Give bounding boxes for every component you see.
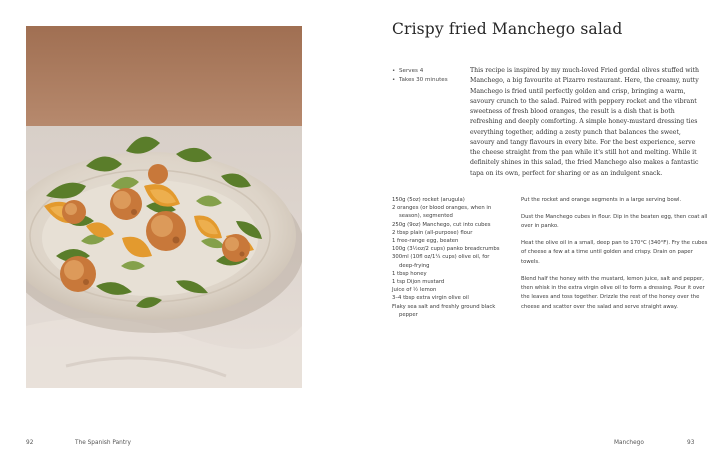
recipe-title: Crispy fried Manchego salad bbox=[392, 20, 623, 38]
method-step: Dust the Manchego cubes in flour. Dip in the beaten egg, then coat all over in panko. bbox=[521, 213, 708, 230]
ingredient-item: 100g (3½oz/2 cups) panko breadcrumbs bbox=[392, 246, 500, 253]
method-step: Put the rocket and orange segments in a large serving bowl. bbox=[521, 197, 682, 203]
ingredient-item: 250g (9oz) Manchego, cut into cubes bbox=[392, 221, 491, 228]
ingredient-item: 300ml (10fl oz/1¼ cups) olive oil, for deep-frying bbox=[392, 254, 490, 269]
servings: • Serves 4 bbox=[392, 67, 448, 76]
ingredient-item: Flaky sea salt and freshly ground black pepper bbox=[392, 303, 496, 318]
salad-photo-illustration bbox=[26, 26, 302, 388]
recipe-intro: This recipe is inspired by my much-loved Fried gordal olives stuffed with Manchego, a big favourite at Pizarro restaurant. Here, the creamy, nutty Manchego is fried until perfectly golden and crisp, bringing a warm, savoury crunch to the salad. Paired with peppery rocket and the vibrant sweetness of fresh blood oranges, the result is a dish that is both refreshing and deeply comforting. A simple honey-mustard dressing ties everything together, adding a zesty punch that balances the sweet, savoury and tangy flavours in every bite. For the best experience, serve the cheese straight from the pan while it's still hot and melting. While it definitely shines in this salad, the fried Manchego also makes a fantastic tapa on its own, perfect for sharing or as an indulgent snack. bbox=[470, 67, 699, 177]
left-page-number: 92 bbox=[26, 440, 34, 446]
wall-background bbox=[26, 26, 302, 136]
ingredient-item: 3–4 tbsp extra virgin olive oil bbox=[392, 295, 469, 302]
method-steps bbox=[521, 196, 711, 320]
method-step: Blend half the honey with the mustard, lemon juice, salt and pepper, then whisk in the extra virgin olive oil to form a dressing. Pour it over the leaves and toss together. Drizzle the rest of the honey over the cheese and scatter over the salad and serve straight away. bbox=[521, 275, 705, 310]
ingredient-item: 1 free-range egg, beaten bbox=[392, 238, 459, 245]
ingredient-item: 2 oranges (or blood oranges, when in season), segmented bbox=[392, 205, 492, 220]
chapter-title-footer: Manchego bbox=[614, 440, 644, 446]
ingredient-item: 1 tsp Dijon mustard bbox=[392, 279, 445, 286]
recipe-meta bbox=[392, 67, 448, 84]
book-title-footer: The Spanish Pantry bbox=[75, 440, 131, 446]
ingredient-item: 150g (5oz) rocket (arugula) bbox=[392, 197, 465, 203]
method-step: Heat the olive oil in a small, deep pan to 170°C (340°F). Fry the cubes of cheese a few at a time until golden and crispy. Drain on paper towels. bbox=[521, 240, 708, 265]
ingredient-item: 2 tbsp plain (all-purpose) flour bbox=[392, 229, 473, 236]
ingredient-item: 1 tbsp honey bbox=[392, 270, 427, 277]
ingredient-item: Juice of ½ lemon bbox=[392, 287, 437, 294]
right-page-number: 93 bbox=[687, 440, 695, 446]
ingredients-list bbox=[392, 196, 500, 319]
recipe-photo bbox=[26, 26, 302, 388]
cooking-time: • Takes 30 minutes bbox=[392, 76, 448, 85]
